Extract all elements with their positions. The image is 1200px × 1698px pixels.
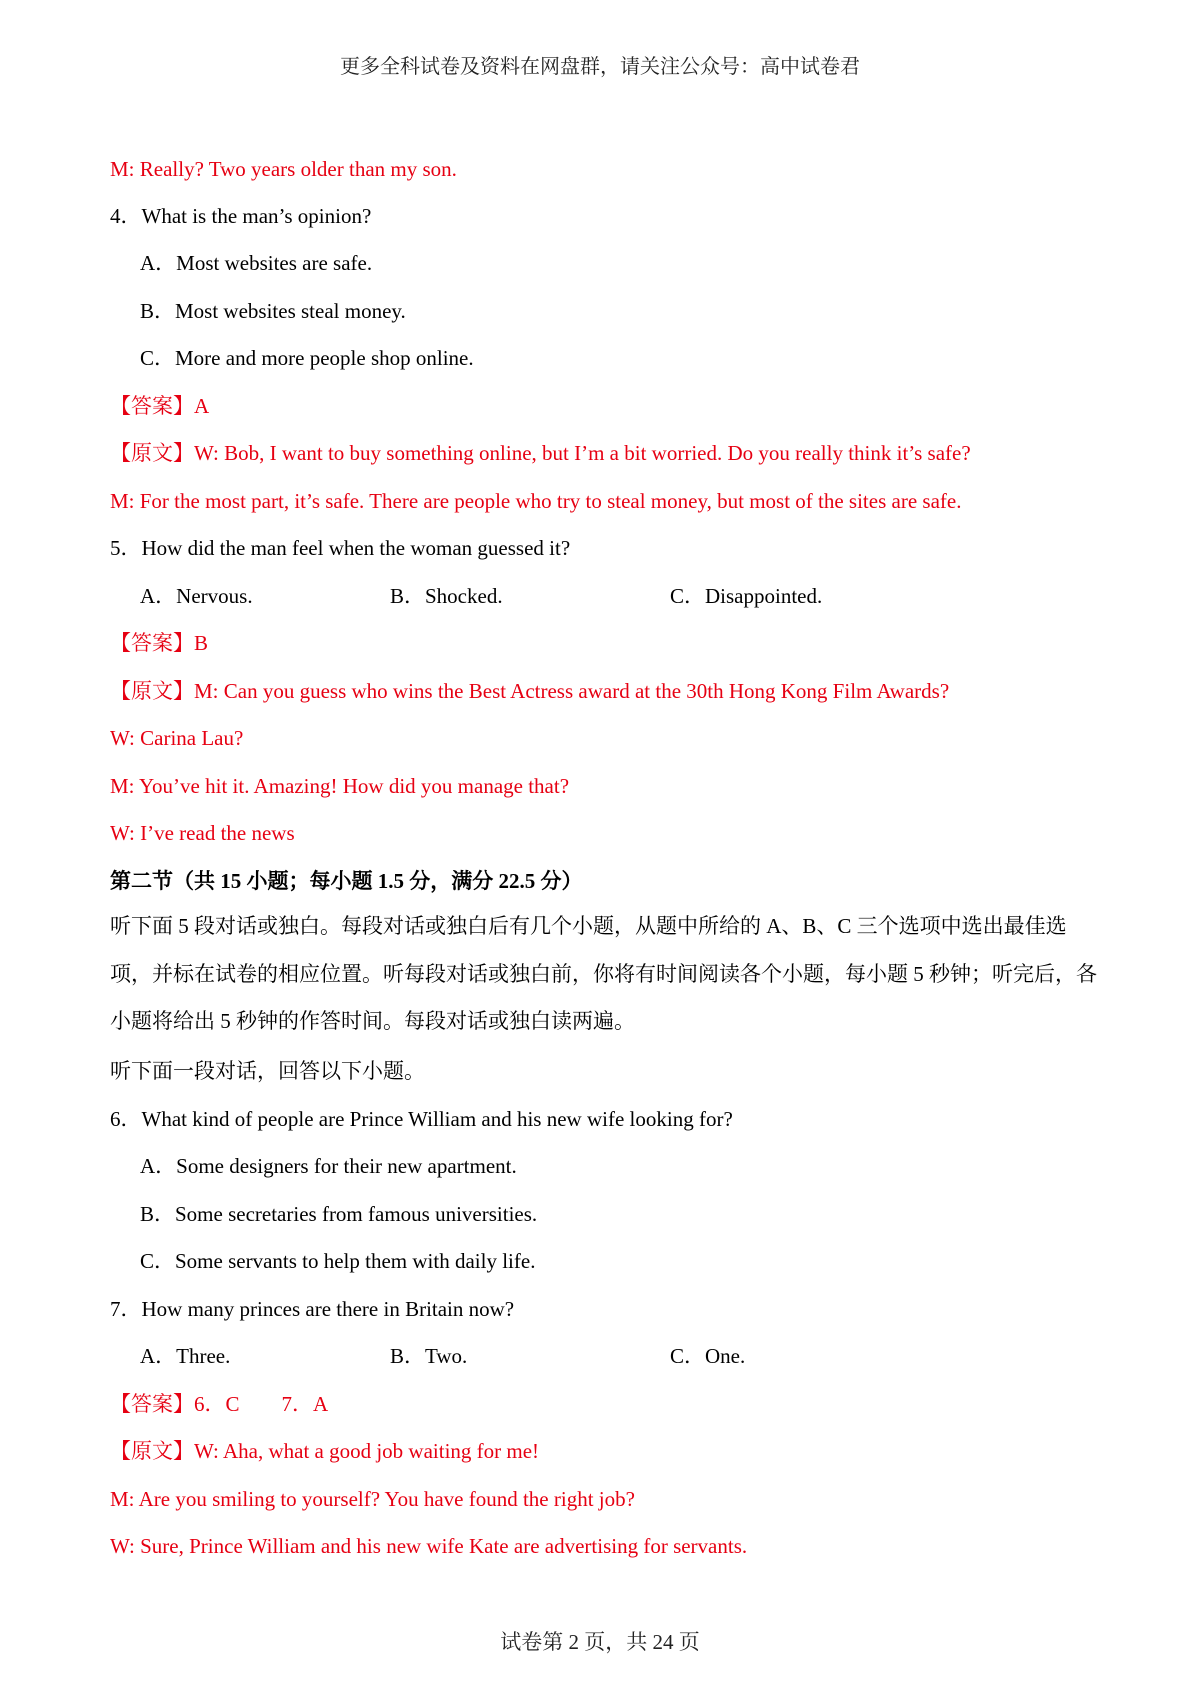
question-7: 7．How many princes are there in Britain now? bbox=[110, 1297, 515, 1321]
question-5: 5．How did the man feel when the woman guessed it? bbox=[110, 536, 571, 560]
option-4a: A．Most websites are safe. bbox=[140, 251, 373, 275]
option-5b: B．Shocked. bbox=[390, 584, 503, 608]
dialogue-line: M: Really? Two years older than my son. bbox=[110, 157, 457, 181]
transcript-6-7: 【原文】W: Aha, what a good job waiting for me! bbox=[110, 1439, 540, 1463]
option-7b: B．Two. bbox=[390, 1344, 468, 1368]
option-4b: B．Most websites steal money. bbox=[140, 299, 406, 323]
option-7a: A．Three. bbox=[140, 1344, 231, 1368]
transcript-5: 【原文】M: Can you guess who wins the Best Actress award at the 30th Hong Kong Film Awards? bbox=[110, 679, 950, 703]
dialogue-line: M: Are you smiling to yourself? You have found the right job? bbox=[110, 1487, 635, 1511]
page-footer: 试卷第 2 页，共 24 页 bbox=[500, 1630, 700, 1654]
answer-4: 【答案】A bbox=[110, 394, 210, 418]
option-5a: A．Nervous. bbox=[140, 584, 253, 608]
listen-instruction: 听下面一段对话，回答以下小题。 bbox=[110, 1059, 425, 1083]
section-title: 第二节（共 15 小题；每小题 1.5 分，满分 22.5 分） bbox=[110, 869, 583, 893]
option-4c: C．More and more people shop online. bbox=[140, 346, 474, 370]
option-6b: B．Some secretaries from famous universities. bbox=[140, 1202, 538, 1226]
dialogue-line: W: Carina Lau? bbox=[110, 726, 244, 750]
answer-5: 【答案】B bbox=[110, 631, 209, 655]
instructions: 听下面 5 段对话或独白。每段对话或独白后有几个小题，从题中所给的 A、B、C 三个选项中选出最佳选项，并标在试卷的相应位置。听每段对话或独白前，你将有时间阅读各个小题，每小题 5 秒钟；听完后，各小题将给出 5 秒钟的作答时间。每段对话或独白读两遍。 bbox=[110, 914, 1097, 1033]
question-4: 4．What is the man’s opinion? bbox=[110, 204, 372, 228]
answer-6-7: 【答案】6．C 7．A bbox=[110, 1392, 329, 1416]
option-5c: C．Disappointed. bbox=[670, 584, 823, 608]
question-6: 6．What kind of people are Prince William and his new wife looking for? bbox=[110, 1107, 733, 1131]
dialogue-line: W: I’ve read the news bbox=[110, 821, 295, 845]
option-6c: C．Some servants to help them with daily life. bbox=[140, 1249, 536, 1273]
transcript-4: 【原文】W: Bob, I want to buy something online, but I’m a bit worried. Do you really think it’s safe? bbox=[110, 441, 971, 465]
dialogue-line: M: For the most part, it’s safe. There are people who try to steal money, but most of the sites are safe. bbox=[110, 489, 962, 513]
option-7c: C．One. bbox=[670, 1344, 746, 1368]
dialogue-line: W: Sure, Prince William and his new wife Kate are advertising for servants. bbox=[110, 1534, 748, 1558]
option-6a: A．Some designers for their new apartment. bbox=[140, 1154, 517, 1178]
page-header: 更多全科试卷及资料在网盘群，请关注公众号：高中试卷君 bbox=[340, 56, 860, 78]
dialogue-line: M: You’ve hit it. Amazing! How did you manage that? bbox=[110, 774, 570, 798]
